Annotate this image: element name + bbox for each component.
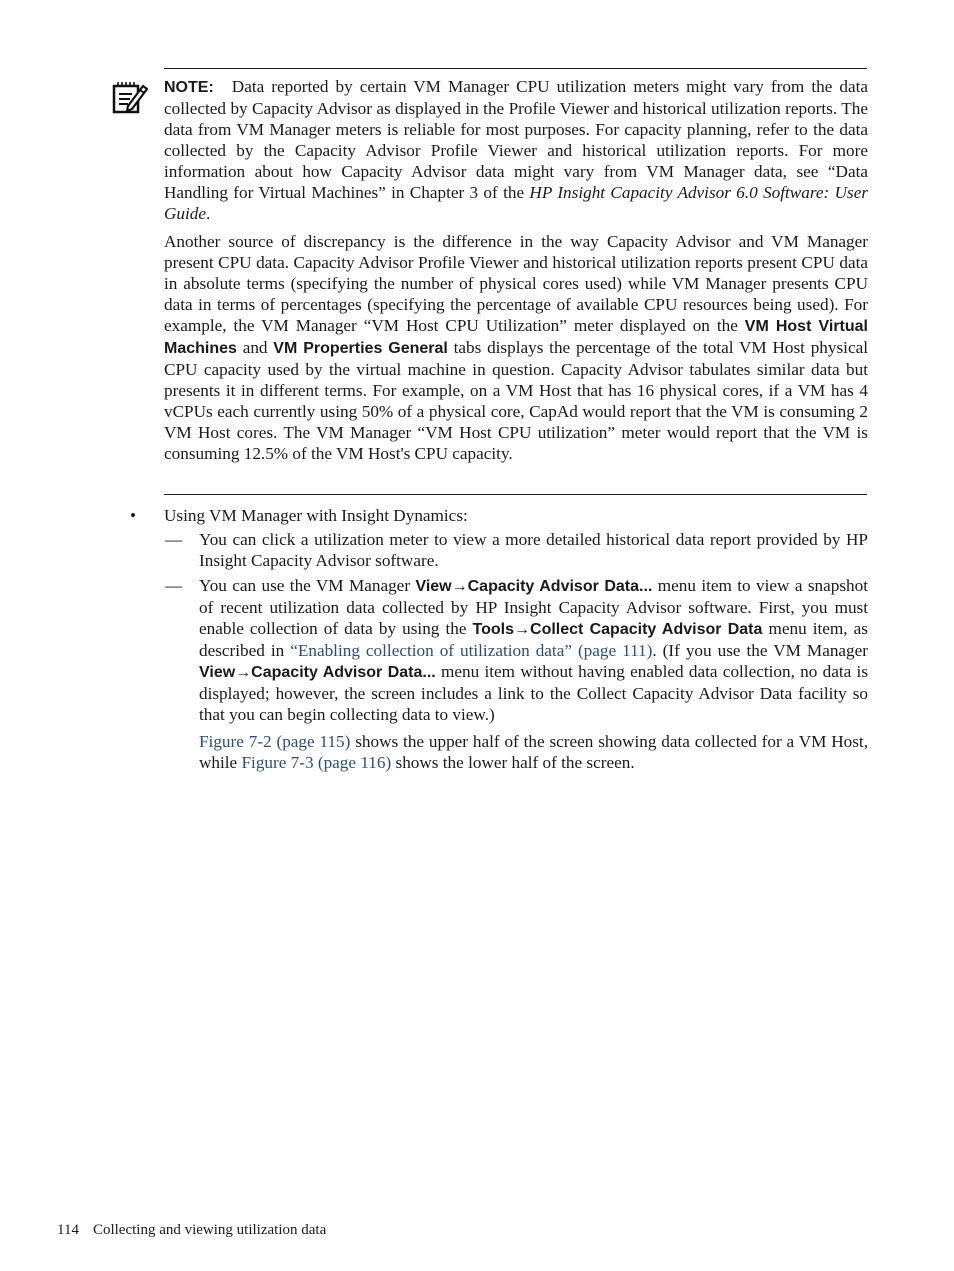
dash-icon: — bbox=[165, 576, 183, 595]
note-text-end: . bbox=[206, 204, 211, 223]
figure-7-2-link[interactable]: Figure 7-2 (page 115) bbox=[199, 732, 351, 751]
note-text: and bbox=[236, 338, 274, 357]
sub-item-text: menu item without having enabled data collection, no data is displayed; however, the screen includes a link to the Collect Capacity Advisor Data facility so that you can begin collecting data to view.) bbox=[199, 662, 869, 724]
note-top-rule bbox=[164, 68, 867, 69]
paragraph-text: shows the upper half of the screen showing data collected for a VM Host, while bbox=[199, 732, 869, 772]
figure-7-3-link[interactable]: Figure 7-3 (page 116) bbox=[241, 753, 392, 772]
tab-name-vm-properties-general: VM Properties General bbox=[273, 340, 448, 357]
sub-item-text: . (If you use the VM Manager bbox=[652, 641, 868, 660]
paragraph-text: shows the lower half of the screen. bbox=[391, 753, 635, 772]
note-text: tabs displays the percentage of the total VM Host physical CPU capacity used by the virtual machine in question. Capacity Advisor tabulates similar data but presents it in different terms. For example, on a VM Host that has 16 physical cores, if a VM has 4 vCPUs each currently using 50% of a physical core, CapAd would report that the VM is consuming 2 VM Host cores. The VM Manager “VM Host CPU utilization” meter would report that the VM is consuming 12.5% of the VM Host's CPU capacity. bbox=[164, 338, 868, 463]
menu-path-view-capacity-advisor-data: View→Capacity Advisor Data... bbox=[199, 664, 436, 681]
sub-item-text: menu item, as described in bbox=[199, 619, 868, 660]
menu-path-tools-collect-capacity-advisor-data: Tools→Collect Capacity Advisor Data bbox=[472, 621, 763, 638]
continuation-paragraph bbox=[124, 731, 868, 773]
note-paragraph-2 bbox=[164, 231, 868, 464]
bullet-icon: • bbox=[130, 506, 137, 525]
sub-list-item bbox=[124, 575, 868, 725]
page-number: 114 bbox=[57, 1222, 79, 1238]
note-paragraph-1 bbox=[164, 76, 868, 224]
menu-path-view-capacity-advisor-data: View→Capacity Advisor Data... bbox=[415, 578, 653, 595]
sub-item-text: You can click a utilization meter to view a more detailed historical data report provided by HP Insight Capacity Advisor software. bbox=[199, 530, 868, 570]
sub-list-item bbox=[124, 529, 868, 571]
list-item-text: Using VM Manager with Insight Dynamics: bbox=[164, 506, 468, 525]
note-text: Another source of discrepancy is the difference in the way Capacity Advisor and VM Manager present CPU data. Capacity Advisor Profile Viewer and historical utilization reports present CPU data in absolute terms (specifying the number of physical cores used) while VM Manager presents CPU data in terms of percentages (specifying the percentage of available CPU resources being used). For example, the VM Manager “VM Host CPU Utilization” meter displayed on the bbox=[164, 232, 868, 335]
footer-section-title: Collecting and viewing utilization data bbox=[92, 1222, 327, 1238]
cross-reference-link[interactable]: “Enabling collection of utilization data” (page 111) bbox=[290, 641, 653, 660]
list-item bbox=[124, 505, 868, 526]
page-footer bbox=[57, 1222, 326, 1239]
note-body bbox=[164, 76, 868, 471]
sub-item-text: menu item to view a snapshot of recent utilization data collected by HP Insight Capacity Advisor software. First, you must enable collection of data by using the bbox=[199, 576, 868, 638]
guide-title: HP Insight Capacity Advisor 6.0 Software: User Guide bbox=[164, 183, 869, 223]
tab-name-vm-host-virtual-machines: VM Host Virtual Machines bbox=[164, 318, 868, 357]
note-label: NOTE: bbox=[164, 79, 214, 96]
bullet-list bbox=[124, 505, 868, 773]
note-text: Data reported by certain VM Manager CPU utilization meters might vary from the data collected by Capacity Advisor as displayed in the Profile Viewer and historical utilization reports. The data from VM Manager meters is reliable for most purposes. For capacity planning, refer to the data collected by the Capacity Advisor Profile Viewer and historical utilization reports. For more information about how Capacity Advisor data might vary from VM Manager data, see “Data Handling for Virtual Machines” in Chapter 3 of the bbox=[164, 77, 868, 202]
note-pencil-icon bbox=[112, 80, 148, 114]
dash-icon: — bbox=[165, 530, 183, 549]
note-bottom-rule bbox=[164, 494, 867, 495]
sub-item-text: You can use the VM Manager bbox=[199, 576, 416, 595]
